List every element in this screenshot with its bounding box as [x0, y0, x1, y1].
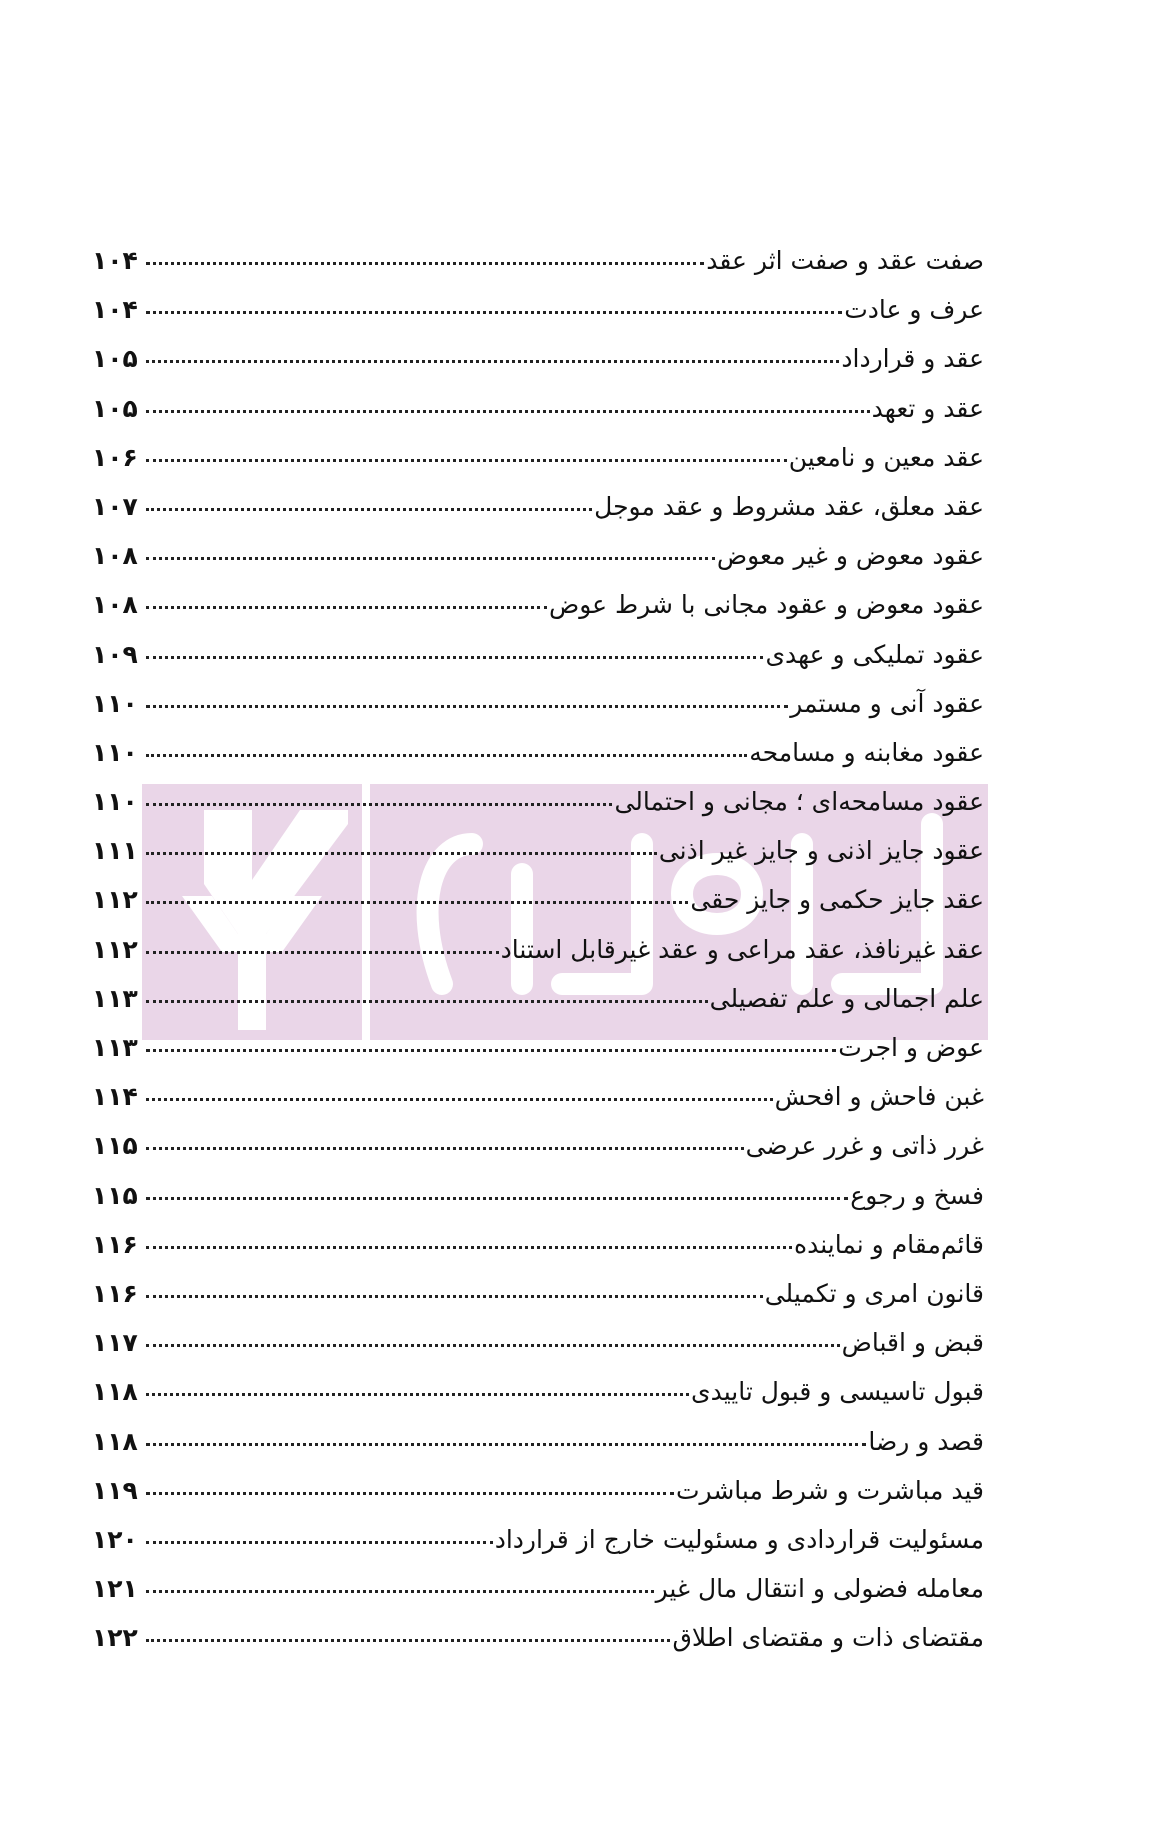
toc-entry-leader-dots — [146, 901, 688, 904]
toc-entry-leader-dots — [146, 410, 870, 413]
toc-entry-title: قید مباشرت و شرط مباشرت — [676, 1475, 984, 1505]
toc-entry[interactable] — [92, 1072, 984, 1121]
toc-entry[interactable] — [92, 1417, 984, 1466]
toc-entry-title: فسخ و رجوع — [850, 1180, 984, 1210]
toc-entry-leader-dots — [146, 1492, 674, 1495]
toc-entry-title: قصد و رضا — [868, 1426, 984, 1456]
toc-entry-page-number: ۱۱۴ — [92, 1082, 138, 1112]
toc-entry-leader-dots — [146, 1000, 708, 1003]
toc-entry[interactable] — [92, 1613, 984, 1662]
toc-entry-leader-dots — [146, 1098, 773, 1101]
toc-entry-title: معامله فضولی و انتقال مال غیر — [655, 1574, 984, 1604]
toc-entry[interactable] — [92, 1171, 984, 1220]
toc-entry[interactable] — [92, 384, 984, 433]
toc-entry-page-number: ۱۰۶ — [92, 442, 138, 472]
toc-entry[interactable] — [92, 236, 984, 285]
toc-entry-leader-dots — [146, 1049, 836, 1052]
toc-entry-title: عقد جایز حکمی و جایز حقی — [690, 885, 984, 915]
toc-entry-title: عقد معلق، عقد مشروط و عقد موجل — [594, 491, 984, 521]
toc-entry-leader-dots — [146, 606, 547, 609]
toc-entry-title: عقد غیرنافذ، عقد مراعی و عقد غیرقابل استناد — [500, 934, 984, 964]
toc-entry-leader-dots — [146, 1541, 493, 1544]
toc-entry[interactable] — [92, 1220, 984, 1269]
toc-entry-page-number: ۱۱۰ — [92, 737, 138, 767]
toc-entry[interactable] — [92, 1564, 984, 1613]
toc-entry[interactable] — [92, 1318, 984, 1367]
toc-entry-leader-dots — [146, 1443, 866, 1446]
toc-entry-page-number: ۱۱۲ — [92, 885, 138, 915]
toc-entry-leader-dots — [146, 508, 592, 511]
toc-entry[interactable] — [92, 875, 984, 924]
toc-entry-page-number: ۱۰۵ — [92, 344, 138, 374]
toc-entry-leader-dots — [146, 754, 747, 757]
toc-entry[interactable] — [92, 728, 984, 777]
toc-entry-leader-dots — [146, 1147, 744, 1150]
toc-entry-leader-dots — [146, 1295, 763, 1298]
toc-entry-page-number: ۱۱۹ — [92, 1475, 138, 1505]
toc-entry-page-number: ۱۲۲ — [92, 1623, 138, 1653]
toc-entry[interactable] — [92, 285, 984, 334]
toc-entry-page-number: ۱۱۷ — [92, 1328, 138, 1358]
toc-entry-page-number: ۱۰۵ — [92, 393, 138, 423]
toc-entry-title: علم اجمالی و علم تفصیلی — [709, 983, 984, 1013]
toc-entry-title: غبن فاحش و افحش — [774, 1082, 984, 1112]
toc-entry-title: صفت عقد و صفت اثر عقد — [706, 246, 984, 275]
toc-entry[interactable] — [92, 777, 984, 826]
toc-entry-leader-dots — [146, 803, 612, 806]
toc-entry[interactable] — [92, 531, 984, 580]
toc-entry[interactable] — [92, 1121, 984, 1170]
toc-entry-title: عوض و اجرت — [838, 1033, 984, 1062]
toc-entry-title: عقد و تعهد — [871, 393, 984, 423]
toc-entry[interactable] — [92, 482, 984, 531]
toc-entry-title: عقود آنی و مستمر — [790, 688, 984, 718]
toc-entry[interactable] — [92, 433, 984, 482]
toc-entry-page-number: ۱۱۲ — [92, 934, 138, 964]
toc-entry-leader-dots — [146, 1246, 792, 1249]
toc-entry-page-number: ۱۱۳ — [92, 983, 138, 1013]
toc-entry-leader-dots — [146, 656, 763, 659]
toc-entry-title: عقود جایز اذنی و جایز غیر اذنی — [658, 836, 984, 866]
toc-entry-leader-dots — [146, 1344, 840, 1347]
toc-entry-page-number: ۱۱۶ — [92, 1229, 138, 1259]
toc-entry-leader-dots — [146, 360, 839, 363]
toc-entry-page-number: ۱۲۰ — [92, 1524, 138, 1554]
toc-entry-page-number: ۱۱۶ — [92, 1278, 138, 1308]
toc-entry-leader-dots — [146, 311, 842, 314]
toc-entry-page-number: ۱۱۳ — [92, 1033, 138, 1062]
toc-entry-leader-dots — [146, 1197, 848, 1200]
toc-entry-leader-dots — [146, 557, 715, 560]
toc-entry[interactable] — [92, 1269, 984, 1318]
toc-entry-title: عقود معوض و عقود مجانی با شرط عوض — [549, 590, 984, 620]
toc-entry-title: قبض و اقباض — [841, 1328, 984, 1358]
toc-entry-page-number: ۱۱۱ — [92, 836, 138, 866]
toc-entry[interactable] — [92, 1466, 984, 1515]
toc-entry-title: عقد معین و نامعین — [788, 442, 984, 472]
toc-entry[interactable] — [92, 974, 984, 1023]
toc-entry[interactable] — [92, 925, 984, 974]
toc-entry-title: عرف و عادت — [844, 295, 984, 325]
toc-entry-title: عقود مسامحه‌ای ؛ مجانی و احتمالی — [614, 787, 984, 817]
toc-entry-page-number: ۱۱۵ — [92, 1180, 138, 1210]
toc-entry-page-number: ۱۰۸ — [92, 590, 138, 620]
toc-entry-page-number: ۱۱۸ — [92, 1426, 138, 1456]
toc-entry-title: غرر ذاتی و غرر عرضی — [745, 1131, 984, 1161]
toc-entry-page-number: ۱۰۷ — [92, 491, 138, 521]
toc-entry-leader-dots — [146, 705, 788, 708]
toc-entry-page-number: ۱۱۵ — [92, 1131, 138, 1161]
toc-entry-page-number: ۱۱۰ — [92, 787, 138, 817]
toc-entry-page-number: ۱۰۴ — [92, 295, 138, 325]
toc-entry[interactable] — [92, 580, 984, 629]
toc-entry[interactable] — [92, 1515, 984, 1564]
toc-entry-leader-dots — [146, 262, 704, 265]
toc-entry-title: قانون امری و تکمیلی — [764, 1278, 984, 1308]
toc-entry[interactable] — [92, 826, 984, 875]
toc-entry-title: عقود معوض و غیر معوض — [716, 541, 984, 571]
toc-entry[interactable] — [92, 1367, 984, 1416]
toc-entry-leader-dots — [146, 1590, 654, 1593]
table-of-contents — [92, 236, 984, 1662]
toc-entry-title: عقد و قرارداد — [841, 344, 984, 374]
toc-entry-leader-dots — [146, 1393, 689, 1396]
toc-entry-page-number: ۱۲۱ — [92, 1574, 138, 1604]
toc-entry-page-number: ۱۰۹ — [92, 639, 138, 669]
toc-entry-page-number: ۱۰۴ — [92, 246, 138, 275]
toc-entry-title: مقتضای ذات و مقتضای اطلاق — [672, 1623, 984, 1653]
toc-entry-title: مسئولیت قراردادی و مسئولیت خارج از قرارداد — [494, 1524, 984, 1554]
toc-entry-page-number: ۱۰۸ — [92, 541, 138, 571]
toc-entry-leader-dots — [146, 459, 787, 462]
toc-entry-leader-dots — [146, 1639, 670, 1642]
toc-entry-leader-dots — [146, 852, 657, 855]
toc-entry-page-number: ۱۱۰ — [92, 688, 138, 718]
toc-entry-title: قائم‌مقام و نماینده — [793, 1229, 984, 1259]
toc-entry-title: قبول تاسیسی و قبول تاییدی — [691, 1377, 984, 1407]
toc-entry[interactable] — [92, 1023, 984, 1072]
toc-entry[interactable] — [92, 334, 984, 383]
toc-entry[interactable] — [92, 630, 984, 679]
toc-entry-title: عقود مغابنه و مسامحه — [749, 737, 984, 767]
toc-entry-leader-dots — [146, 951, 499, 954]
toc-entry-title: عقود تملیکی و عهدی — [765, 639, 984, 669]
toc-entry[interactable] — [92, 679, 984, 728]
toc-entry-page-number: ۱۱۸ — [92, 1377, 138, 1407]
